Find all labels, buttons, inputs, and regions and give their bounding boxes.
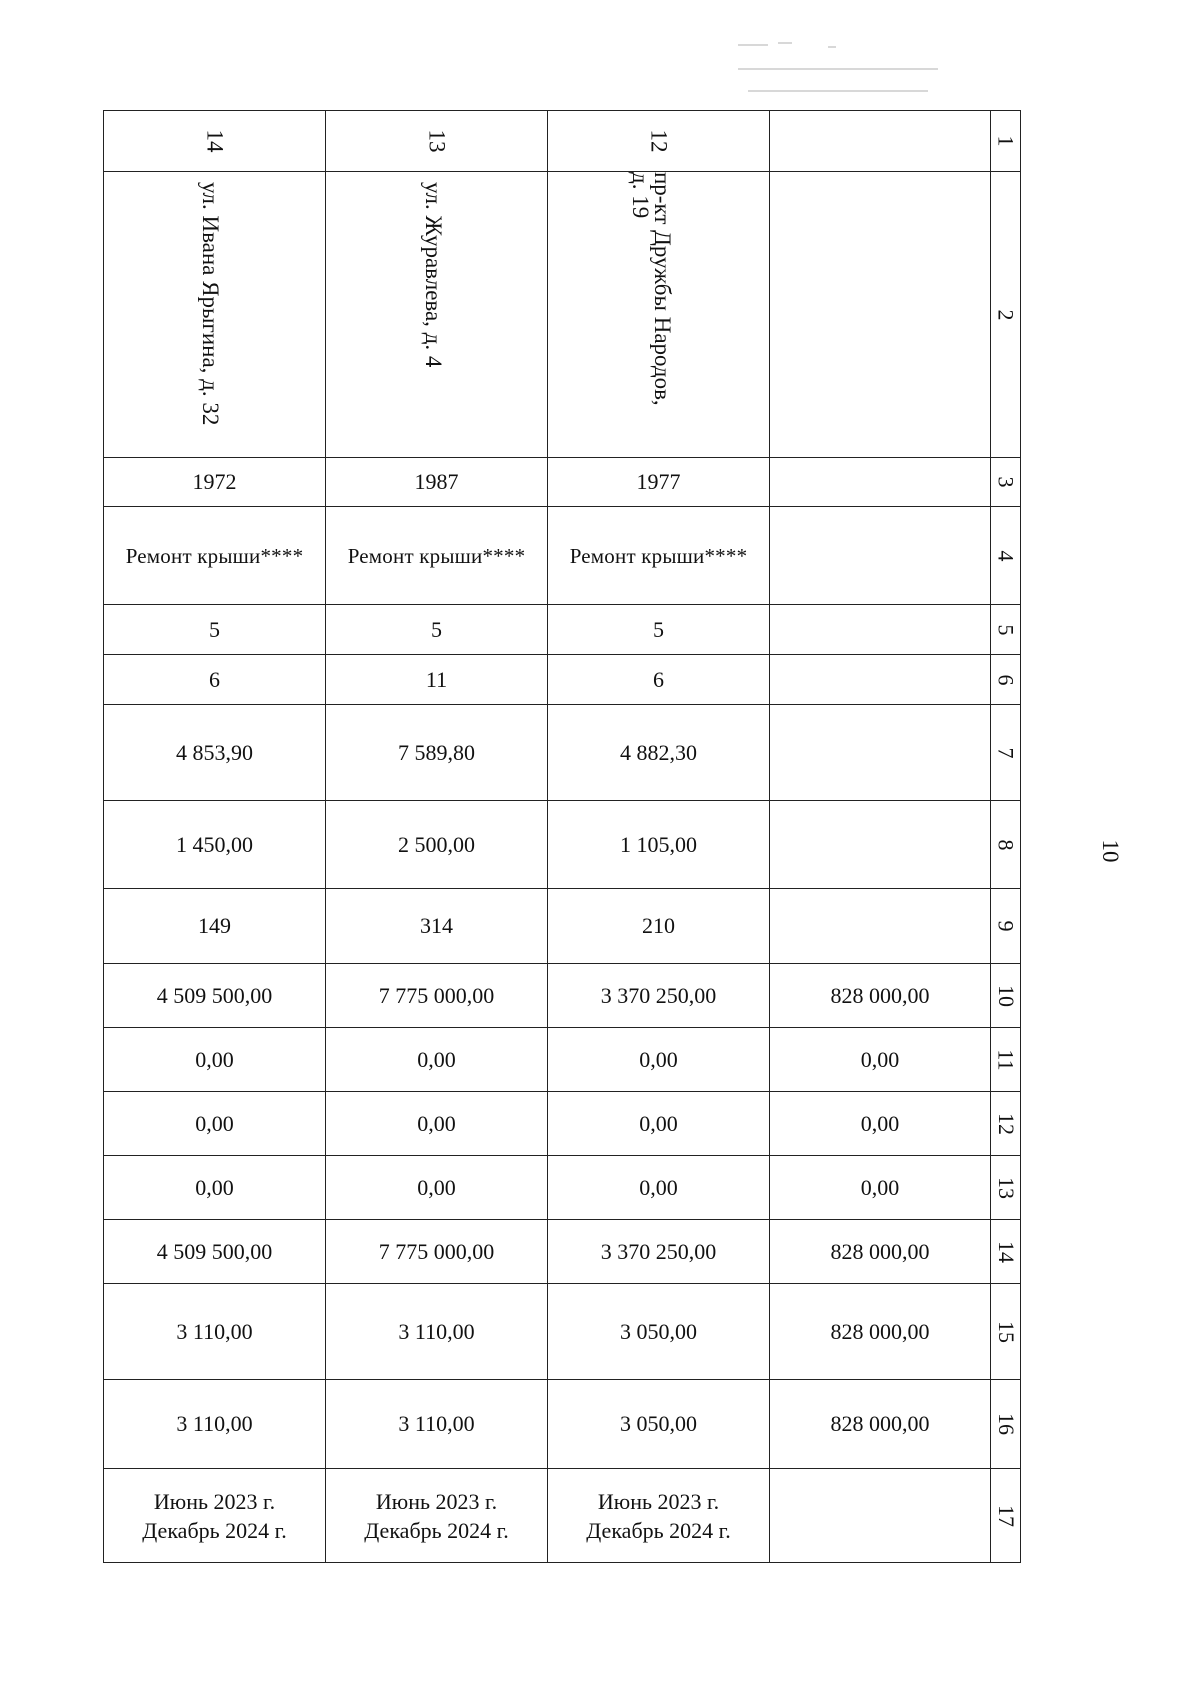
- table-row: [104, 1028, 1021, 1092]
- value-cell: 0,00: [770, 1156, 991, 1220]
- value-cell: 4 882,30: [548, 705, 770, 801]
- work-type-cell: Ремонт крыши****: [548, 507, 770, 605]
- row-number-cell: 13: [991, 1156, 1021, 1220]
- row-number-cell: 10: [991, 964, 1021, 1028]
- year-cell: 1972: [104, 458, 326, 507]
- value-cell: 1 105,00: [548, 801, 770, 889]
- value-cell: 4 509 500,00: [104, 1220, 326, 1284]
- value-cell: 5: [104, 605, 326, 655]
- value-cell: 0,00: [770, 1028, 991, 1092]
- period-start: Июнь 2023 г.: [597, 1488, 720, 1514]
- value-cell: 7 589,80: [326, 705, 548, 801]
- empty-cell: [770, 172, 991, 458]
- value-cell: 3 110,00: [326, 1380, 548, 1469]
- empty-cell: [770, 889, 991, 964]
- empty-cell: [770, 507, 991, 605]
- value-cell: 828 000,00: [770, 1380, 991, 1469]
- period-cell: [104, 1469, 326, 1563]
- value-cell: 5: [326, 605, 548, 655]
- value-cell: 828 000,00: [770, 1220, 991, 1284]
- value-cell: 828 000,00: [770, 1284, 991, 1380]
- value-cell: 3 110,00: [104, 1380, 326, 1469]
- row-number-cell: 16: [991, 1380, 1021, 1469]
- address-cell: пр-кт Дружбы Народов, д. 19: [548, 172, 770, 458]
- value-cell: 3 050,00: [548, 1380, 770, 1469]
- value-cell: 314: [326, 889, 548, 964]
- value-cell: 3 110,00: [104, 1284, 326, 1380]
- data-table: [103, 110, 1021, 1563]
- work-type-cell: Ремонт крыши****: [326, 507, 548, 605]
- period-end: Декабрь 2024 г.: [364, 1517, 509, 1543]
- row-number-cell: 14: [991, 1220, 1021, 1284]
- column-number-cell: 13: [326, 111, 548, 172]
- value-cell: 7 775 000,00: [326, 1220, 548, 1284]
- row-number-cell: 9: [991, 889, 1021, 964]
- address-cell: ул. Журавлева, д. 4: [326, 172, 548, 458]
- period-start: Июнь 2023 г.: [153, 1488, 276, 1514]
- empty-cell: [770, 605, 991, 655]
- table-row: [104, 1469, 1021, 1563]
- value-cell: 0,00: [326, 1092, 548, 1156]
- table-row: [104, 111, 1021, 172]
- table-row: [104, 889, 1021, 964]
- period-cell: [326, 1469, 548, 1563]
- address-cell: ул. Ивана Ярыгина, д. 32: [104, 172, 326, 458]
- empty-cell: [770, 1469, 991, 1563]
- row-number-cell: 5: [991, 605, 1021, 655]
- value-cell: 828 000,00: [770, 964, 991, 1028]
- table-row: [104, 655, 1021, 705]
- value-cell: 11: [326, 655, 548, 705]
- empty-cell: [770, 458, 991, 507]
- value-cell: 0,00: [548, 1028, 770, 1092]
- empty-cell: [770, 705, 991, 801]
- table-row: [104, 1092, 1021, 1156]
- period-end: Декабрь 2024 г.: [586, 1517, 731, 1543]
- empty-cell: [770, 655, 991, 705]
- table-row: [104, 964, 1021, 1028]
- value-cell: 5: [548, 605, 770, 655]
- value-cell: 149: [104, 889, 326, 964]
- table-row: [104, 705, 1021, 801]
- row-number-cell: 3: [991, 458, 1021, 507]
- value-cell: 0,00: [548, 1156, 770, 1220]
- value-cell: 0,00: [104, 1028, 326, 1092]
- table-row: [104, 605, 1021, 655]
- table-row: [104, 801, 1021, 889]
- table-row: [104, 172, 1021, 458]
- period-start: Июнь 2023 г.: [375, 1488, 498, 1514]
- table-row: [104, 1284, 1021, 1380]
- row-number-cell: 4: [991, 507, 1021, 605]
- column-number-cell: 14: [104, 111, 326, 172]
- value-cell: 0,00: [548, 1092, 770, 1156]
- row-number-cell: 17: [991, 1469, 1021, 1563]
- year-cell: 1987: [326, 458, 548, 507]
- period-cell: [548, 1469, 770, 1563]
- value-cell: 4 853,90: [104, 705, 326, 801]
- value-cell: 0,00: [104, 1156, 326, 1220]
- row-number-cell: 8: [991, 801, 1021, 889]
- table-row: [104, 1380, 1021, 1469]
- row-number-cell: 2: [991, 172, 1021, 458]
- value-cell: 3 050,00: [548, 1284, 770, 1380]
- value-cell: 0,00: [326, 1156, 548, 1220]
- period-end: Декабрь 2024 г.: [142, 1517, 287, 1543]
- empty-cell: [770, 801, 991, 889]
- row-number-cell: 12: [991, 1092, 1021, 1156]
- table-row: [104, 1156, 1021, 1220]
- value-cell: 2 500,00: [326, 801, 548, 889]
- value-cell: 0,00: [770, 1092, 991, 1156]
- value-cell: 0,00: [104, 1092, 326, 1156]
- value-cell: 210: [548, 889, 770, 964]
- value-cell: 3 370 250,00: [548, 964, 770, 1028]
- value-cell: 6: [548, 655, 770, 705]
- column-number-cell: 12: [548, 111, 770, 172]
- value-cell: 4 509 500,00: [104, 964, 326, 1028]
- value-cell: 3 110,00: [326, 1284, 548, 1380]
- row-number-cell: 1: [991, 111, 1021, 172]
- empty-cell: [770, 111, 991, 172]
- value-cell: 7 775 000,00: [326, 964, 548, 1028]
- value-cell: 6: [104, 655, 326, 705]
- year-cell: 1977: [548, 458, 770, 507]
- row-number-cell: 6: [991, 655, 1021, 705]
- value-cell: 3 370 250,00: [548, 1220, 770, 1284]
- table-row: [104, 507, 1021, 605]
- scan-artifact: [738, 38, 948, 106]
- table-row: [104, 1220, 1021, 1284]
- page-number: 10: [1098, 839, 1123, 863]
- row-number-cell: 7: [991, 705, 1021, 801]
- row-number-cell: 15: [991, 1284, 1021, 1380]
- table-row: [104, 458, 1021, 507]
- work-type-cell: Ремонт крыши****: [104, 507, 326, 605]
- value-cell: 0,00: [326, 1028, 548, 1092]
- value-cell: 1 450,00: [104, 801, 326, 889]
- row-number-cell: 11: [991, 1028, 1021, 1092]
